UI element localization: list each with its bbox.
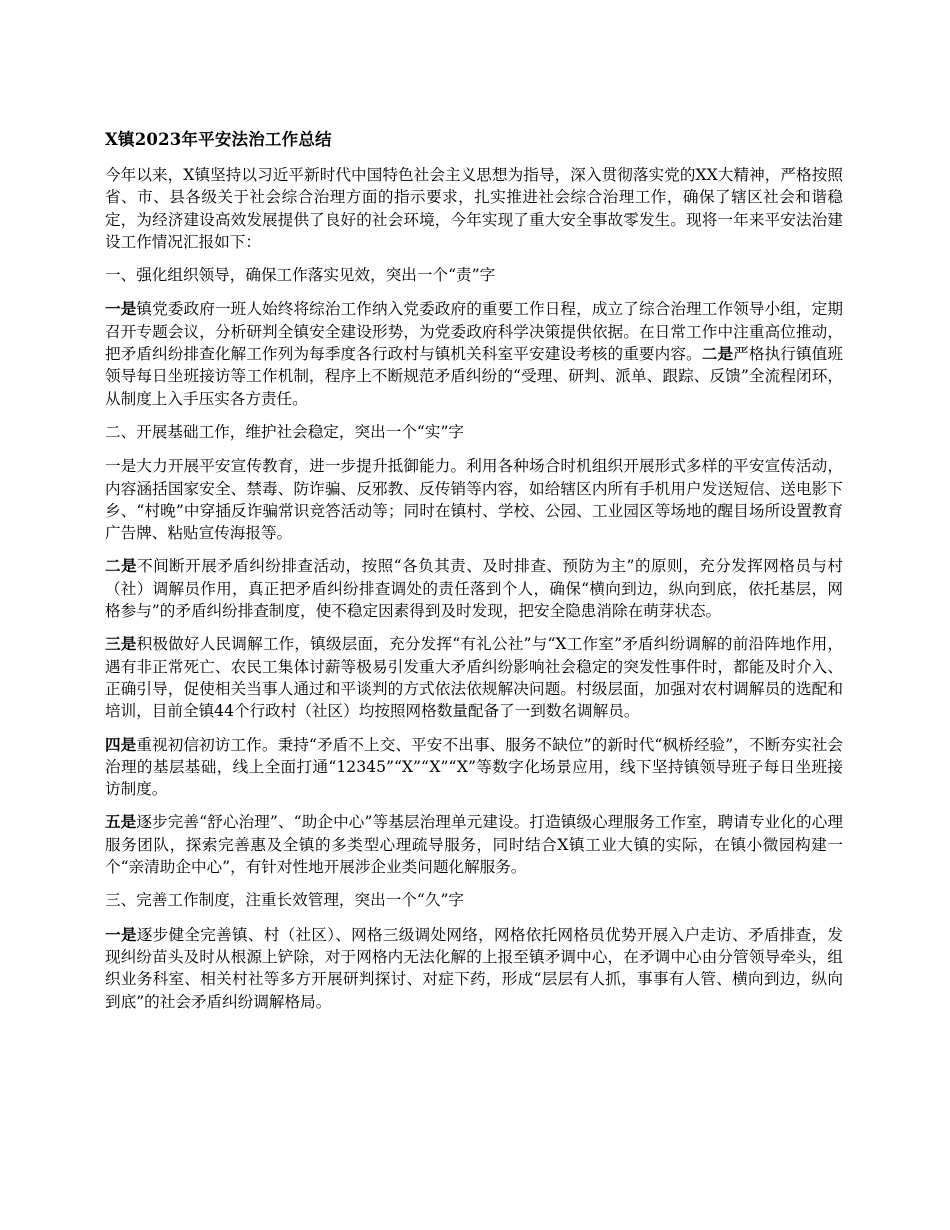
section-1-item-1-text: 镇党委政府一班人始终将综治工作纳入党委政府的重要工作日程，成立了综合治理工作领导小组，定期召开专题会议，分析研判全镇安全建设形势，为党委政府科学决策提供依据。在日常工作中注重高位推动，把矛盾纠纷排查化解工作列为每季度各行政村与镇机关科室平安建设考核的重要内容。: [105, 300, 843, 364]
section-2-item-3: [105, 633, 843, 722]
section-heading-1-text: 一、强化组织领导，确保工作落实见效，突出一个“责”字: [105, 266, 496, 285]
section-2-item-5: [105, 811, 843, 878]
section-heading-1: [105, 264, 843, 286]
section-2-item-2-text: 不间断开展矛盾纠纷排查活动，按照“各负其责、及时排查、预防为主”的原则，充分发挥网格员与村（社）调解员作用，真正把矛盾纠纷排查调处的责任落到个人，确保“横向到边，纵向到底，依托基层，网格参与”的矛盾纠纷排查制度，使不稳定因素得到及时发现，把安全隐患消除在萌芽状态。: [105, 557, 843, 621]
section-heading-2: [105, 421, 843, 443]
intro-paragraph: [105, 164, 843, 253]
section-1-item-2-text: 严格执行镇值班领导每日坐班接访等工作机制，程序上不断规范矛盾纠纷的“受理、研判、派单、跟踪、反馈”全流程闭环，从制度上入手压实各方责任。: [105, 345, 843, 408]
section-2-item-2: [105, 555, 843, 622]
intro-paragraph-text: 今年以来，X镇坚持以习近平新时代中国特色社会主义思想为指导，深入贯彻落实党的XX大精神，严格按照省、市、县各级关于社会综合治理方面的指示要求，扎实推进社会综合治理工作，确保了辖区社会和谐稳定，为经济建设高效发展提供了良好的社会环境，今年实现了重大安全事故零发生。现将一年来平安法治建设工作情况汇报如下：: [105, 166, 843, 251]
section-2-item-5-text: 逐步完善“舒心治理”、“助企中心”等基层治理单元建设。打造镇级心理服务工作室，聘请专业化的心理服务团队，探索完善惠及全镇的多类型心理疏导服务，同时结合X镇工业大镇的实际，在镇小微园构建一个“亲清助企中心”，有针对性地开展涉企业类问题化解服务。: [105, 813, 843, 877]
section-2-item-4-lead: 四是: [105, 734, 137, 754]
section-2-item-4-text: 重视初信初访工作。秉持“矛盾不上交、平安不出事、服务不缺位”的新时代“枫桥经验”，不断夯实社会治理的基层基础，线上全面打通“12345”“X”“X”“X”等数字化场景应用，线下坚持镇领导班子每日坐班接访制度。: [105, 735, 843, 799]
section-3-item-1-text: 逐步健全完善镇、村（社区）、网格三级调处网络，网格依托网格员优势开展入户走访、矛盾排查，发现纠纷苗头及时从根源上铲除，对于网格内无法化解的上报至镇矛调中心，在矛调中心由分管领导牵头，组织业务科室、相关村社等多方开展研判探讨、对症下药，形成“层层有人抓，事事有人管、横向到边，纵向到底”的社会矛盾纠纷调解格局。: [105, 925, 843, 1011]
page-title: X镇2023年平安法治工作总结: [105, 130, 332, 149]
section-3-item-1-lead: 一是: [105, 924, 137, 944]
section-heading-3-text: 三、完善工作制度，注重长效管理，突出一个“久”字: [105, 891, 465, 910]
section-heading-3: [105, 889, 843, 911]
section-2-item-5-lead: 五是: [105, 812, 137, 832]
section-2-item-3-lead: 三是: [105, 634, 137, 654]
section-3-item-1: [105, 924, 843, 1013]
section-1-item-2-lead: 二是: [701, 344, 734, 364]
section-1-item-1-lead: 一是: [105, 299, 137, 319]
section-2-item-2-lead: 二是: [105, 556, 138, 576]
section-2-item-1-text: 一是大力开展平安宣传教育，进一步提升抵御能力。利用各种场合时机组织开展形式多样的平安宣传活动，内容涵括国家安全、禁毒、防诈骗、反邪教、反传销等内容，如给辖区内所有手机用户发送短信、送电影下乡、“村晚”中穿插反诈骗常识竞答活动等；同时在镇村、学校、公园、工业园区等场地的醒目场所设置教育广告牌、粘贴宣传海报等。: [105, 457, 843, 543]
section-2-item-1: [105, 455, 843, 544]
section-2-item-3-text: 积极做好人民调解工作，镇级层面，充分发挥“有礼公社”与“X工作室”矛盾纠纷调解的前沿阵地作用，遇有非正常死亡、农民工集体讨薪等极易引发重大矛盾纠纷影响社会稳定的突发性事件时，都能及时介入、正确引导，促使相关当事人通过和平谈判的方式依法依规解决问题。村级层面，加强对农村调解员的选配和培训，目前全镇44个行政村（社区）均按照网格数量配备了一到数名调解员。: [105, 635, 843, 721]
section-2-item-4: [105, 734, 843, 801]
section-heading-2-text: 二、开展基础工作，维护社会稳定，突出一个“实”字: [105, 422, 465, 441]
section-1-item-1: [105, 298, 843, 409]
